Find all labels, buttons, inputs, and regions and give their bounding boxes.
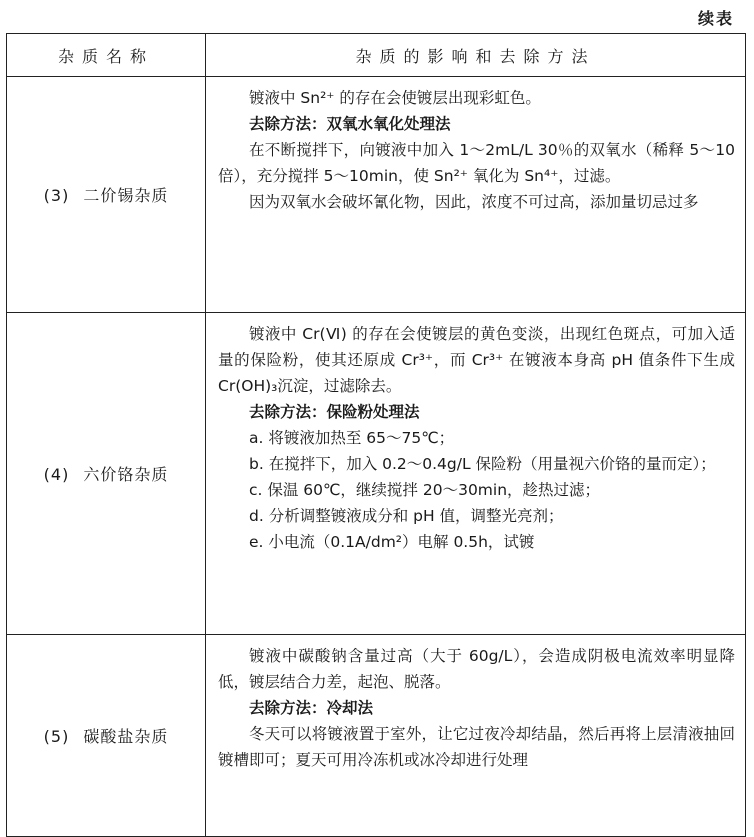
impurity-table xyxy=(6,33,746,837)
impurity-name-cell xyxy=(7,313,206,635)
impurity-name-cell xyxy=(7,635,206,837)
step-item: c. 保温 60℃，继续搅拌 20～30min，趁热过滤； xyxy=(249,481,601,499)
paragraph: 镀液中碳酸钠含量过高（大于 60g/L），会造成阴极电流效率明显降低，镀层结合力差，起泡、脱落。 xyxy=(218,647,735,691)
step-item: b. 在搅拌下，加入 0.2～0.4g/L 保险粉（用量视六价铬的量而定）； xyxy=(249,455,716,473)
step-item: e. 小电流（0.1A/dm²）电解 0.5h，试镀 xyxy=(249,533,535,551)
impurity-number: (4) xyxy=(43,465,70,484)
impurity-name: 六价铬杂质 xyxy=(83,465,169,484)
description-cell xyxy=(206,635,746,837)
paragraph: 在不断搅拌下，向镀液中加入 1～2mL/L 30％的双氧水（稀释 5～10 倍），充分搅拌 5～10min，使 Sn²⁺ 氧化为 Sn⁴⁺，过滤。 xyxy=(218,141,735,185)
continued-label: 续表 xyxy=(697,9,734,28)
impurity-name: 二价锡杂质 xyxy=(83,186,169,205)
header-effect-and-removal: 杂质的影响和去除方法 xyxy=(206,34,746,77)
paragraph: 镀液中 Sn²⁺ 的存在会使镀层出现彩虹色。 xyxy=(249,89,541,107)
table-row xyxy=(7,313,746,635)
impurity-name: 碳酸盐杂质 xyxy=(83,727,169,746)
step-item: a. 将镀液加热至 65～75℃； xyxy=(249,429,455,447)
removal-method-heading: 去除方法：冷却法 xyxy=(249,699,374,717)
removal-method-heading: 去除方法：双氧水氧化处理法 xyxy=(249,115,451,133)
description-cell xyxy=(206,77,746,313)
impurity-name-cell xyxy=(7,77,206,313)
table-row xyxy=(7,635,746,837)
impurity-number: (3) xyxy=(43,186,70,205)
removal-method-heading: 去除方法：保险粉处理法 xyxy=(249,403,420,421)
table-header-row xyxy=(7,34,746,77)
header-impurity-name: 杂质名称 xyxy=(7,34,206,77)
paragraph: 冬天可以将镀液置于室外，让它过夜冷却结晶，然后再将上层清液抽回镀槽即可；夏天可用冷冻机或冰冷却进行处理 xyxy=(218,725,735,769)
paragraph: 因为双氧水会破坏氰化物，因此，浓度不可过高，添加量切忌过多 xyxy=(249,193,699,211)
paragraph: 镀液中 Cr(Ⅵ) 的存在会使镀层的黄色变淡，出现红色斑点，可加入适量的保险粉，使其还原成 Cr³⁺，而 Cr³⁺ 在镀液本身高 pH 值条件下生成 Cr(OH)₃沉淀，过滤除去。 xyxy=(218,325,735,395)
table-row xyxy=(7,77,746,313)
impurity-number: (5) xyxy=(43,727,70,746)
step-item: d. 分析调整镀液成分和 pH 值，调整光亮剂； xyxy=(249,507,564,525)
description-cell xyxy=(206,313,746,635)
